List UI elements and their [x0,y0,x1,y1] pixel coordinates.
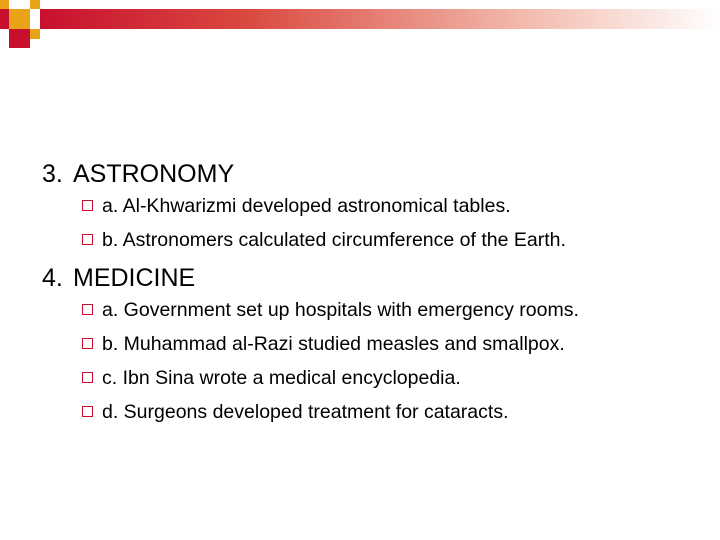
bullet-list [0,298,720,424]
section-heading [0,158,720,190]
section-title: MEDICINE [73,264,196,292]
list-item-text: b. Astronomers calculated circumference of the Earth. [102,229,566,251]
list-item-text: d. Surgeons developed treatment for cataracts. [102,401,509,423]
decor-square-gold [9,9,30,29]
section-number: 3. [42,160,63,188]
list-item-text: a. Government set up hospitals with emergency rooms. [102,299,579,321]
decor-square-red [9,29,30,48]
decor-square-gold [30,0,40,9]
list-item [0,194,720,218]
list-item-text: a. Al-Khwarizmi developed astronomical tables. [102,195,511,217]
square-bullet-icon [82,234,93,245]
decor-square-gold [0,0,9,9]
bullet-list [0,194,720,252]
list-item-text: c. Ibn Sina wrote a medical encyclopedia. [102,367,461,389]
decor-square-red [0,9,9,29]
square-bullet-icon [82,372,93,383]
section-title: ASTRONOMY [73,160,235,188]
square-bullet-icon [82,406,93,417]
section-heading [0,262,720,294]
section-medicine [0,262,720,424]
list-item [0,400,720,424]
section-astronomy [0,158,720,252]
slide-content [0,158,720,434]
header-gradient-bar [40,9,720,29]
section-number: 4. [42,264,63,292]
list-item [0,366,720,390]
list-item-text: b. Muhammad al-Razi studied measles and smallpox. [102,333,565,355]
square-bullet-icon [82,338,93,349]
square-bullet-icon [82,200,93,211]
slide-header-decoration [0,0,720,48]
square-bullet-icon [82,304,93,315]
list-item [0,228,720,252]
decor-square-gold [30,29,40,39]
list-item [0,332,720,356]
list-item [0,298,720,322]
